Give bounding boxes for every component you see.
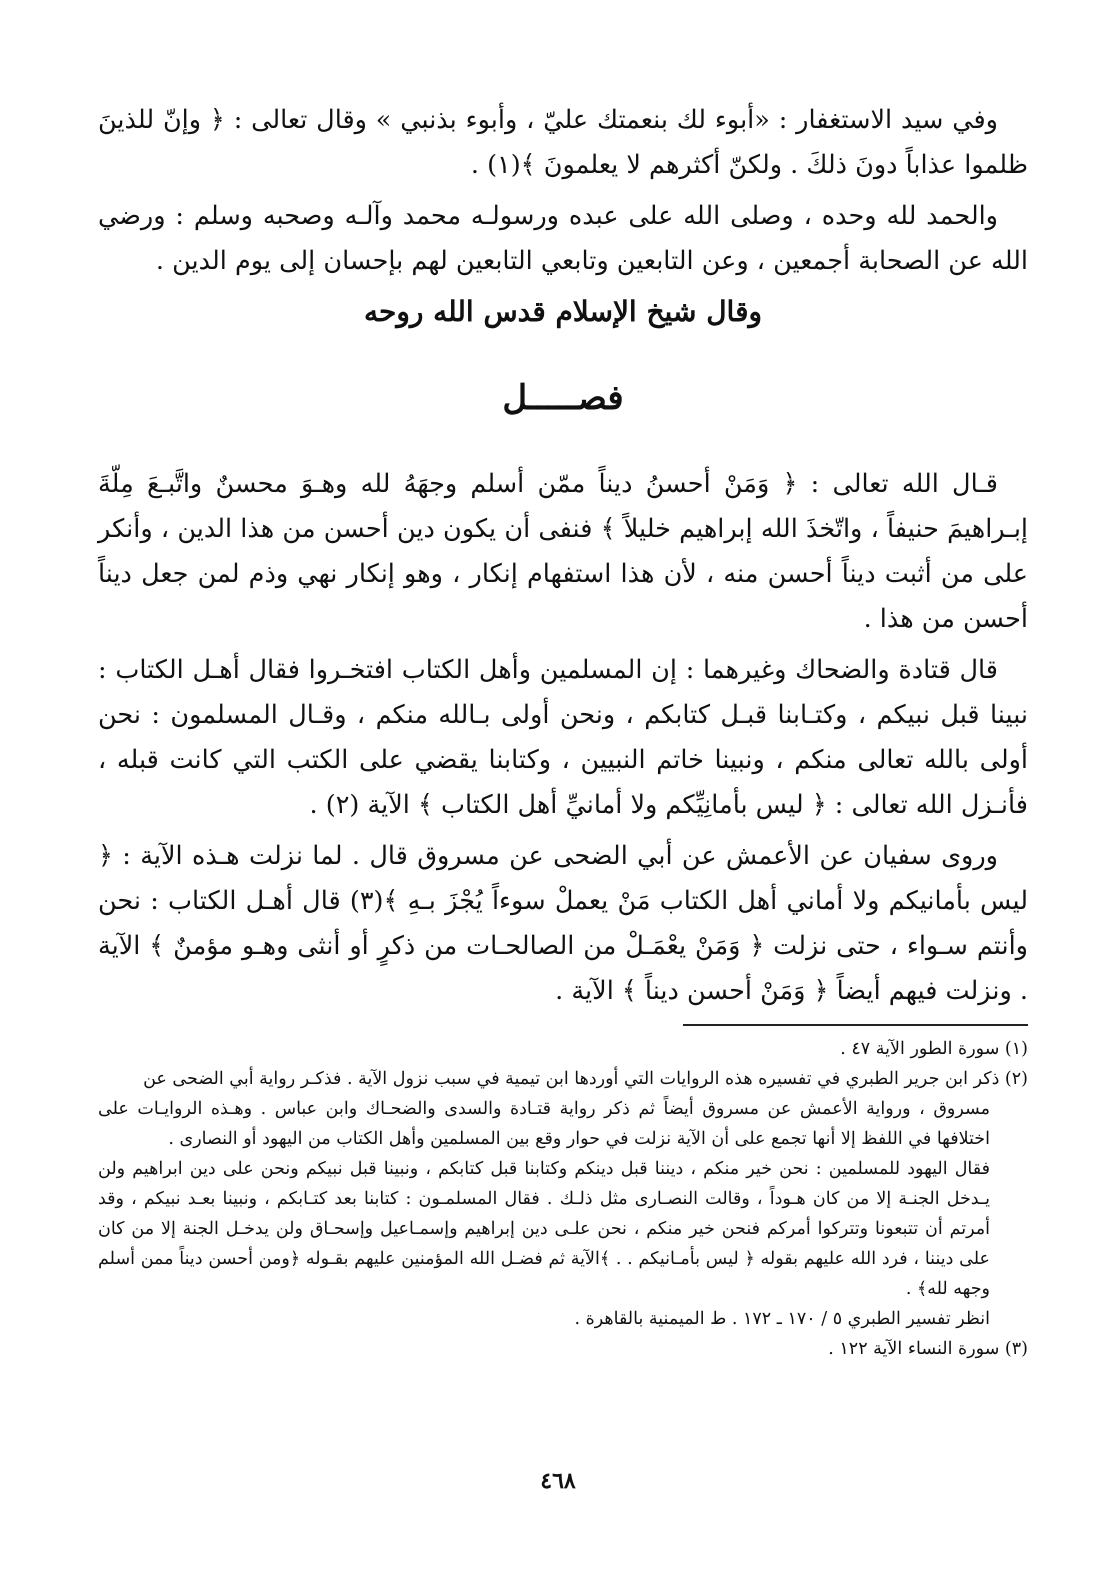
footnote-divider: [683, 1024, 1028, 1026]
page-content: [98, 98, 1028, 1364]
footnote-3: (٣) سورة النساء الآية ١٢٢ .: [828, 1339, 1028, 1359]
footnote-2-reference: انظر تفسير الطبري ٥ / ١٧٠ ـ ١٧٢ . ط الميمنية بالقاهرة .: [574, 1309, 990, 1329]
paragraph-qatada: قال قتادة والضحاك وغيرهما : إن المسلمين وأهل الكتاب افتخـروا فقال أهـل الكتاب : نبينا قبل نبيكم ، وكتـابنا قبـل كتابكم ، ونحن أولى بـالله منكم ، وقـال المسلمون : نحن أولى بالله تعالى منكم ، ونبينا خاتم النبيين ، وكتابنا يقضي على الكتب التي كانت قبله ، فأنـزل الله تعالى : ﴿ ليس بأمانِيِّكم ولا أمانيِّ أهل الكتاب ﴾ الآية (٢) .: [98, 655, 1028, 820]
section-title: فصـــــل: [502, 378, 624, 418]
footnotes: [98, 1034, 1028, 1364]
footnote-2: (٢) ذكر ابن جرير الطبري في تفسيره هذه الروايات التي أوردها ابن تيمية في سبب نزول الآية . فذكـر رواية أبي الضحى عن: [143, 1069, 1028, 1089]
paragraph-ahsan-dina: قـال الله تعالى : ﴿ وَمَنْ أحسنُ ديناً ممّن أسلم وجهَهُ لله وهـوَ محسنٌ واتَّبـعَ مِلّةَ إبـراهيمَ حنيفاً ، واتّخذَ الله إبراهيم خليلاً ﴾ فنفى أن يكون دين أحسن من هذا الدين ، وأنكر على من أثبت ديناً أحسن منه ، لأن هذا استفهام إنكار ، وهو إنكار نهي وذم لمن جعل ديناً أحسن من هذا .: [98, 469, 1028, 634]
footnote-2-dialogue: فقال اليهود للمسلمين : نحن خير منكم ، ديننا قبل دينكم وكتابنا قبل كتابكم ، ونبينا قبل نبيكم ونحن على دين ابراهيم ولن يـدخل الجنـة إلا من كان هـوداً ، وقالت النصـارى مثل ذلـك . فقال المسلمـون : كتابنا بعد كتـابكم ، ونبينا بعـد نبيكم ، وقد أمرتم أن تتبعونا وتتركوا أمركم فنحن خير منكم ، نحن علـى دين إبراهيم وإسمـاعيل وإسحـاق ولن يدخـل الجنة إلا من كان على ديننا ، فرد الله عليهم بقوله ﴿ ليس بأمـانيكم . . ﴾الآية ثم فضـل الله المؤمنين عليهم بقـوله ﴿ومن أحسن ديناً ممن أسلم وجهه لله﴾ .: [98, 1159, 990, 1299]
paragraph-istighfar: وفي سيد الاستغفار : «أبوء لك بنعمتك عليّ ، وأبوء بذنبي » وقال تعالى : ﴿ وإنّ للذينَ ظلموا عذاباً دونَ ذلكَ . ولكنّ أكثرهم لا يعلمونَ ﴾(١) .: [98, 105, 1028, 180]
paragraph-hamd: والحمد لله وحده ، وصلى الله على عبده ورسولـه محمد وآلـه وصحبه وسلم : ورضي الله عن الصحابة أجمعين ، وعن التابعين وتابعي التابعين لهم بإحسان إلى يوم الدين .: [98, 201, 1028, 276]
footnote-2-continuation: مسروق ، ورواية الأعمش عن مسروق أيضاً ثم ذكر رواية قتـادة والسدى والضحـاك وابن عباس . وهـذه الروايـات على اختلافها في اللفظ إلا أنها تجمع على أن الآية نزلت في حوار وقع بين المسلمين وأهل الكتاب من اليهود أو النصارى .: [98, 1099, 990, 1149]
section-heading: وقال شيخ الإسلام قدس الله روحه: [364, 295, 762, 328]
page-number: ٤٦٨: [540, 1468, 576, 1494]
footnote-1: (١) سورة الطور الآية ٤٧ .: [840, 1039, 1028, 1059]
paragraph-sufyan: وروى سفيان عن الأعمش عن أبي الضحى عن مسروق قال . لما نزلت هـذه الآية : ﴿ ليس بأمانيكم ولا أماني أهل الكتاب مَنْ يعملْ سوءاً يُجْزَ بـهِ ﴾(٣) قال أهـل الكتاب : نحن وأنتم سـواء ، حتى نزلت ﴿ وَمَنْ يعْمَـلْ من الصالحـات من ذكرٍ أو أنثى وهـو مؤمنٌ ﴾ الآية . ونزلت فيهم أيضاً ﴿ وَمَنْ أحسن ديناً ﴾ الآية .: [98, 841, 1028, 1006]
